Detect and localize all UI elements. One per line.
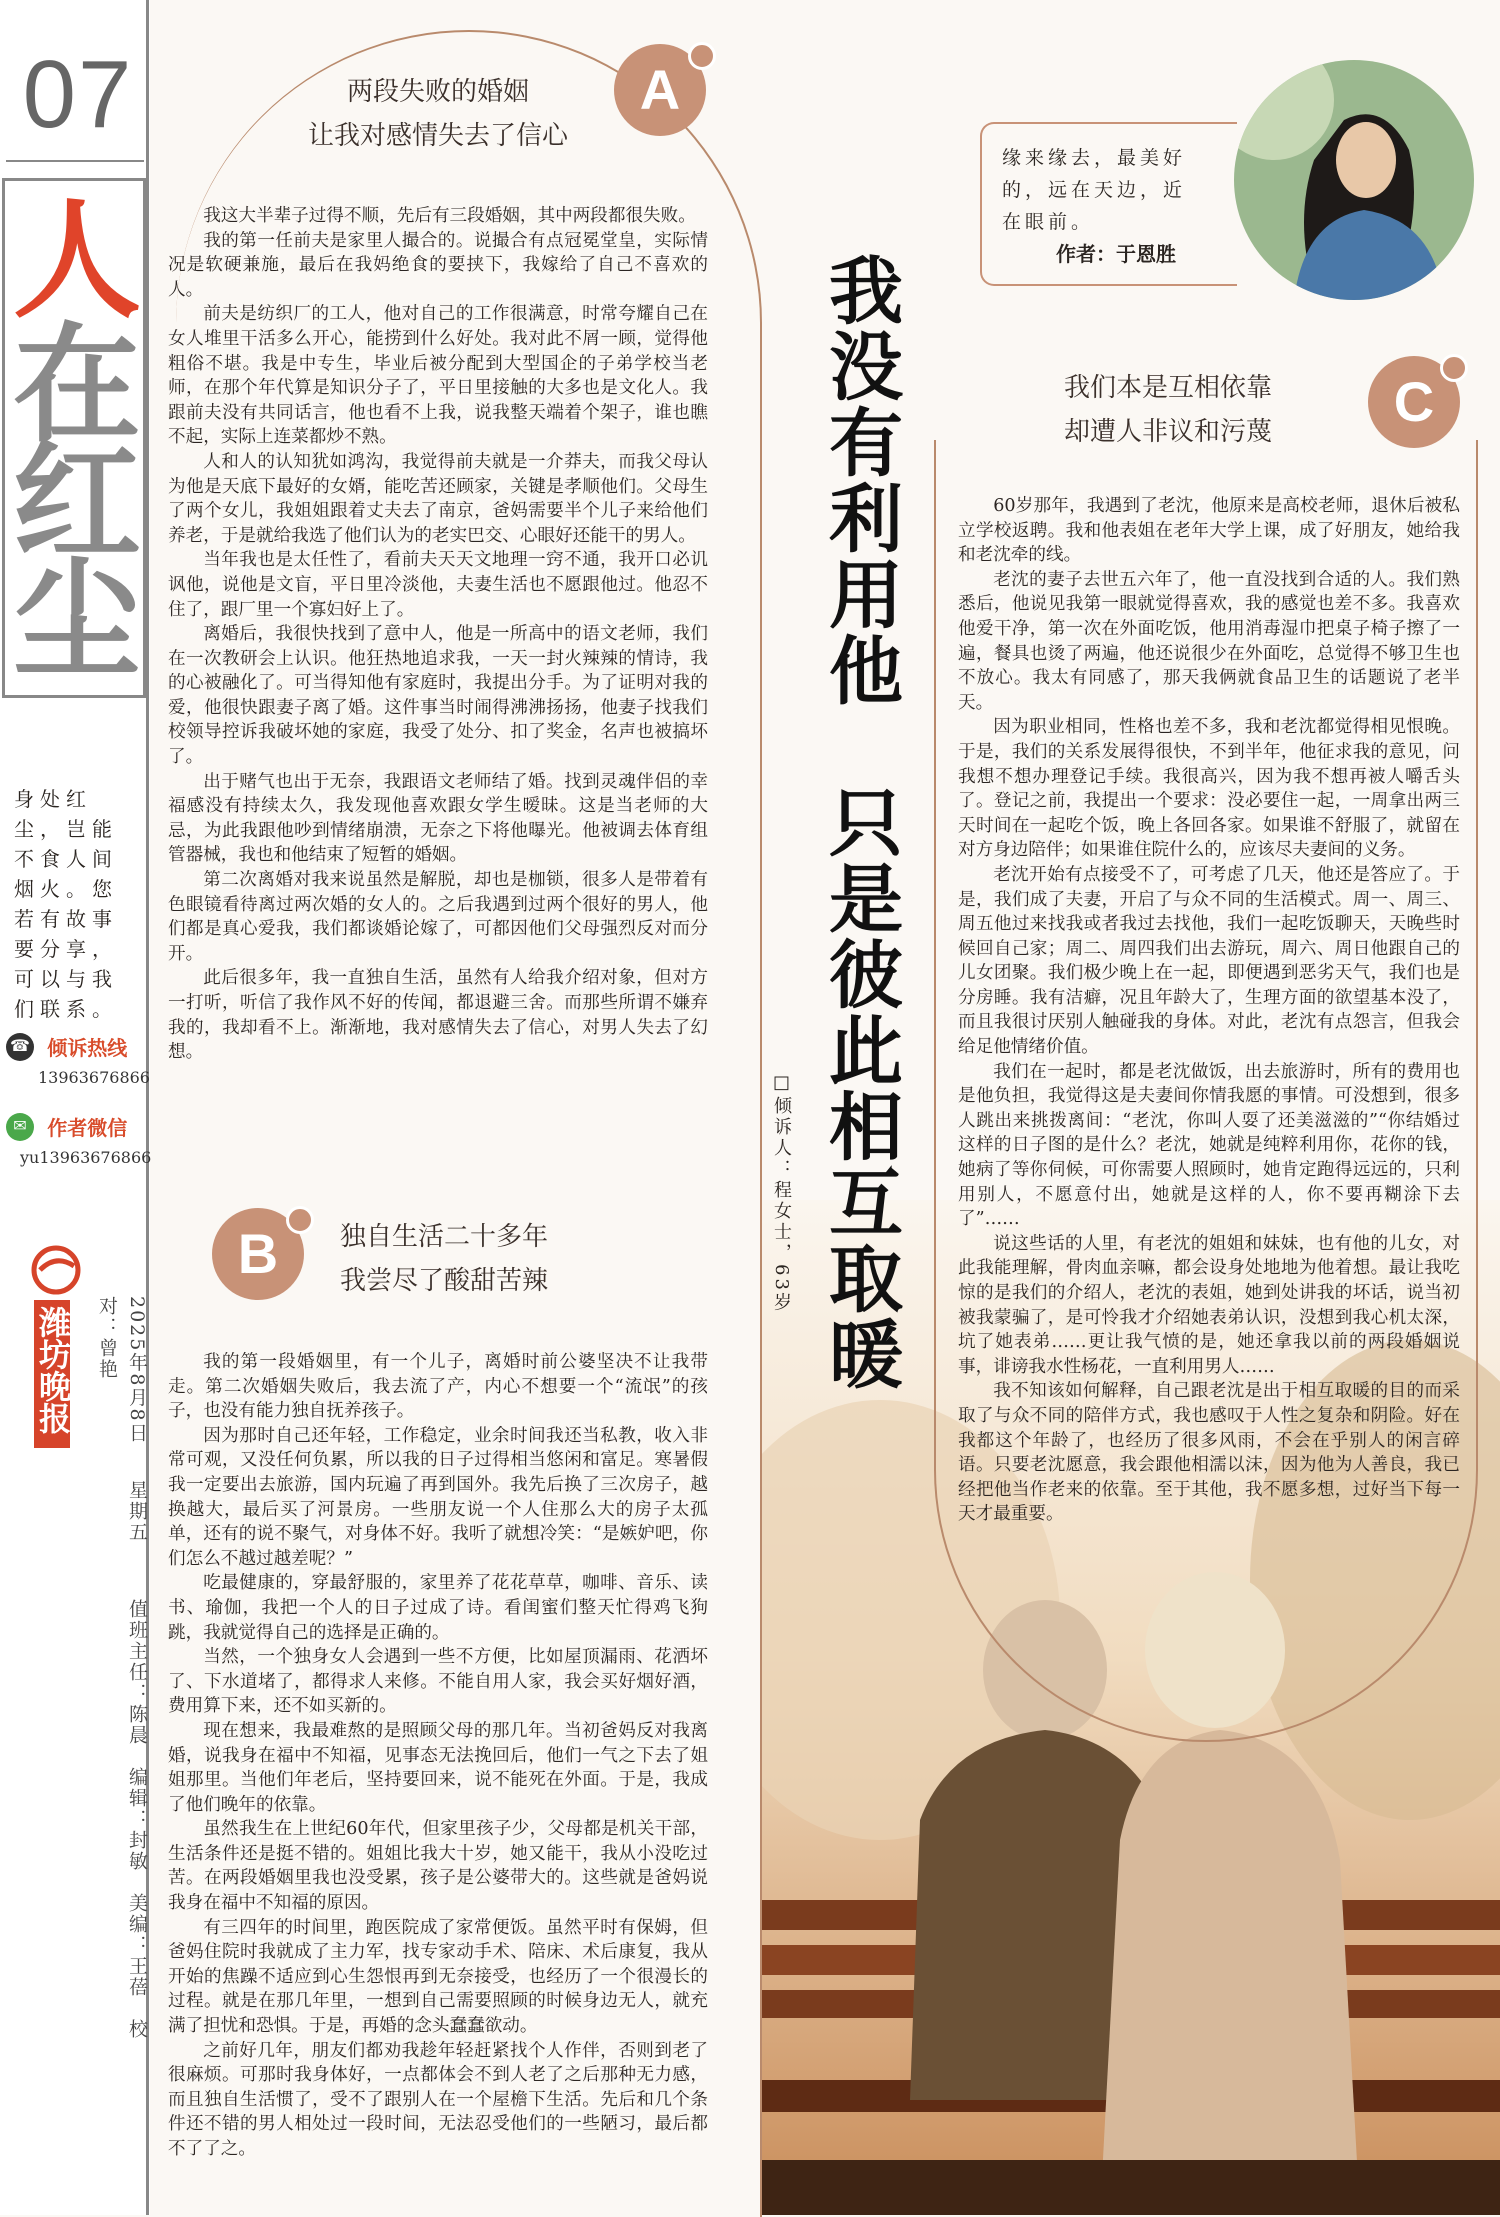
column-title-char: 尘: [12, 546, 141, 696]
paragraph: 第二次离婚对我来说虽然是解脱，却也是枷锁，很多人是带着有色眼镜看待离过两次婚的女人的。之后我遇到过两个很好的男人，他们都是真心爱我，我们都谈婚论嫁了，可都因他们父母强烈反对而分开。: [168, 870, 708, 964]
paragraph: 我不知该如何解释，自己跟老沈是出于相互取暖的目的而采取了与众不同的陪伴方式，我也感叹于人性之复杂和阴险。好在我都这个年龄了，也经历了很多风雨，不会在乎别人的闲言碎语。只要老沈愿意，我会跟他相濡以沫，因为他为人善良，我已经把他当作老来的依靠。至于其他，我不愿多想，过好当下每一天才最重要。: [958, 1381, 1460, 1525]
paragraph: 老沈开始有点接受不了，可考虑了几天，他还是答应了。于是，我们成了夫妻，开启了与众不同的生活模式。周一、周三、周五他过来找我或者我过去找他，我们一起吃饭聊天，天晚些时候回自己家；周二、周四我们出去游玩，周六、周日他跟自己的儿女团聚。我们极少晚上在一起，即便遇到恶劣天气，我们也是分房睡。我有洁癖，况且年龄大了，生理方面的欲望基本没了，而且我很讨厌别人触碰我的身体。对此，老沈有点怨言，但我会给足他情绪价值。: [958, 864, 1460, 1058]
paragraph: 之前好几年，朋友们都劝我趁年轻赶紧找个人作伴，否则到老了很麻烦。可那时我身体好，一点都体会不到人老了之后那种无力感，而且独自生活惯了，受不了跟别人在一个屋檐下生活。先后和几个条件还不错的男人相处过一段时间，无法忍受他们的一些陋习，最后都不了了之。: [168, 2040, 708, 2159]
section-b-heading-line2: 我尝尽了酸甜苦辣: [340, 1266, 549, 1296]
paragraph: 我的第一任前夫是家里人撮合的。说撮合有点冠冕堂皇，实际情况是软硬兼施，最后在我妈绝食的要挟下，我嫁给了自己不喜欢的人。: [168, 230, 708, 300]
badge-dot-icon: [688, 42, 716, 70]
paragraph: 现在想来，我最难熬的是照顾父母的那几年。当初爸妈反对我离婚，说我身在福中不知福，见事态无法挽回后，他们一气之下去了姐姐那里。当他们年老后，坚持要回来，说不能死在外面。于是，我成了他们晚年的依靠。: [168, 1720, 708, 1815]
hotline: [6, 1032, 127, 1061]
paragraph: 60岁那年，我遇到了老沈，他原来是高校老师，退休后被私立学校返聘。我和他表姐在老年大学上课，成了好朋友，她给我和老沈牵的线。: [958, 496, 1460, 566]
issue-weekday: 星期五: [126, 1479, 148, 1543]
section-a-heading: [278, 70, 598, 158]
newspaper-logo-icon: [30, 1244, 86, 1296]
section-a-body: [168, 204, 708, 1065]
hotline-number: 13963676866: [38, 1068, 150, 1087]
masthead-meta: [92, 1296, 152, 2056]
newspaper-name: [34, 1300, 70, 1448]
author-portrait: [1234, 60, 1474, 300]
hotline-label: 倾诉热线: [47, 1038, 128, 1060]
staff-credits: 值班主任：陈晨 编辑：封敏 美编：王蓓 校对：曾艳: [96, 1296, 148, 2040]
paragraph: 说这些话的人里，有老沈的姐姐和妹妹，也有他的儿女，对此我能理解，骨肉血亲嘛，都会设身处地地为他着想。最让我吃惊的是我们的介绍人，老沈的表姐，她到处讲我的坏话，说当初被我蒙骗了，是可怜我才介绍她表弟认识，没想到我心机太深，坑了她表弟……更让我气愤的是，她还拿我以前的两段婚姻说事，诽谤我水性杨花，一直利用男人……: [958, 1233, 1460, 1377]
left-strip: [0, 0, 150, 2215]
paragraph: 吃最健康的，穿最舒服的，家里养了花花草草，咖啡、音乐、读书、瑜伽，我把一个人的日子过成了诗。看闺蜜们整天忙得鸡飞狗跳，我就觉得自己的选择是正确的。: [168, 1573, 708, 1643]
section-a-heading-line2: 让我对感情失去了信心: [307, 121, 568, 151]
paragraph: 出于赌气也出于无奈，我跟语文老师结了婚。找到灵魂伴侣的幸福感没有持续太久，我发现他喜欢跟女学生暧昧。这是当老师的大忌，为此我跟他吵到情绪崩溃，无奈之下将他曝光。他被调去体育组管器械，我也和他结束了短暂的婚姻。: [168, 771, 708, 866]
wechat-icon: ✉: [6, 1113, 34, 1141]
paragraph: 当然，一个独身女人会遇到一些不方便，比如屋顶漏雨、花洒坏了、下水道堵了，都得求人来修。不能自用人家，我会买好烟好酒，费用算下来，还不如买新的。: [168, 1647, 708, 1717]
paragraph: 我这大半辈子过得不顺，先后有三段婚姻，其中两段都很失败。: [203, 206, 696, 226]
paragraph: 离婚后，我很快找到了意中人，他是一所高中的语文老师，我们在一次教研会上认识。他狂热地追求我，一天一封火辣辣的情诗，我的心被融化了。可当得知他有家庭时，我提出分手。为了证明对我的爱，他很快跟妻子离了婚。这件事当时闹得沸沸扬扬，他妻子找我们校领导控诉我破坏她的家庭，我受了处分、扣了奖金，名声也被搞坏了。: [168, 624, 708, 768]
section-b-heading-line1: 独自生活二十多年: [340, 1222, 549, 1252]
author-name: 作者：于恩胜: [1056, 244, 1176, 266]
main-article: [168, 0, 1500, 2215]
section-c-badge: C: [1368, 356, 1460, 448]
newspaper-name-text: 潍坊晚报: [34, 1306, 72, 1434]
column-title-char: 红: [12, 428, 141, 578]
column-title-char: 人: [12, 186, 141, 336]
paragraph: 此后很多年，我一直独自生活，虽然有人给我介绍对象，但对方一打听，听信了我作风不好的传闻，都退避三舍。而那些所谓不嫌弃我的，我却看不上。渐渐地，我对感情失去了信心，对男人失去了幻想。: [168, 968, 708, 1063]
section-c-heading-line2: 却遭人非议和污蔑: [1064, 417, 1273, 447]
column-title-char: 在: [12, 310, 141, 460]
section-b-badge: B: [212, 1208, 304, 1300]
section-c-heading-line1: 我们本是互相依靠: [1064, 373, 1273, 403]
paragraph: 老沈的妻子去世五六年了，他一直没找到合适的人。我们熟悉后，他说见我第一眼就觉得喜欢，我的感觉也差不多。我喜欢他爱干净，第一次在外面吃饭，他用消毒湿巾把桌子椅子擦了一遍，餐具也烫了两遍，他还说很少在外面吃，总觉得不够卫生也不放心。我太有同感了，那天我俩就食品卫生的话题说了老半天。: [958, 569, 1460, 713]
paragraph: 我的第一段婚姻里，有一个儿子，离婚时前公婆坚决不让我带走。第二次婚姻失败后，我去流了产，内心不想要一个“流氓”的孩子，也没有能力独自抚养孩子。: [168, 1352, 708, 1422]
section-a-heading-line1: 两段失败的婚姻: [346, 77, 529, 107]
badge-dot-icon: [286, 1206, 314, 1234]
wechat-id: yu13963676866: [20, 1148, 152, 1167]
section-a-badge: A: [614, 44, 706, 136]
section-c-body: [958, 494, 1460, 1527]
section-c-heading: [1064, 366, 1304, 454]
section-b-body: [168, 1350, 708, 2162]
phone-icon: ☎: [6, 1033, 34, 1061]
column-title: [2, 178, 146, 698]
column-intro: 身处红尘，岂能不食人间烟火。您若有故事要分享，可以与我们联系。: [14, 787, 118, 1021]
paragraph: 我们在一起时，都是老沈做饭，出去旅游时，所有的费用也是他负担，我觉得这是夫妻间你情我愿的事情。可没想到，很多人跳出来挑拨离间：“老沈，你叫人耍了还美滋滋的”“你结婚过这样的日子图的是什么？老沈，她就是纯粹利用你，花你的钱，她病了等你伺候，可你需要人照顾时，她肯定跑得远远的，只利用别人，不愿意付出，她就是这样的人，你不要再糊涂下去了”……: [958, 1061, 1460, 1230]
issue-date: 2025年8月8日: [126, 1296, 148, 1444]
section-b-heading: [318, 1215, 660, 1303]
badge-dot-icon: [1440, 354, 1468, 382]
headline: 我没有利用他 只是彼此相互取暖: [817, 252, 903, 1392]
narrator-credit: □倾诉人：程女士，63岁: [771, 1072, 792, 1314]
author-quote: 缘来缘去，最美好的，远在天边，近在眼前。: [1002, 147, 1187, 233]
wechat-label: 作者微信: [47, 1118, 128, 1140]
paragraph: 前夫是纺织厂的工人，他对自己的工作很满意，时常夸耀自己在女人堆里干活多么开心，能捞到什么好处。我对此不屑一顾，觉得他粗俗不堪。我是中专生，毕业后被分配到大型国企的子弟学校当老师，在那个年代算是知识分子了，平日里接触的大多也是文化人。我跟前夫没有共同话言，他也看不上我，说我整天端着个架子，谁也瞧不起，实际上连菜都炒不熟。: [168, 304, 708, 448]
paragraph: 人和人的认知犹如鸿沟，我觉得前夫就是一介莽夫，而我父母认为他是天底下最好的女婿，能吃苦还顾家，关键是孝顺他们。父母生了两个女儿，我姐姐跟着丈夫去了南京，爸妈需要半个儿子来给他们养老，于是就给我选了他们认为的老实巴交、心眼好还能干的男人。: [168, 451, 708, 546]
paragraph: 有三四年的时间里，跑医院成了家常便饭。虽然平时有保姆，但爸妈住院时我就成了主力军，找专家动手术、陪床、术后康复，我从开始的焦躁不适应到心生怨恨再到无奈接受，也经历了一个很漫长的过程。就是在那几年里，一想到自己需要照顾的时候身边无人，就充满了担忧和恐惧。于是，再婚的念头蠢蠢欲动。: [168, 1917, 708, 2037]
paragraph: 虽然我生在上世纪60年代，但家里孩子少，父母都是机关干部，生活条件还是挺不错的。姐姐比我大十岁，她又能干，我从小没吃过苦。在两段婚姻里我也没受累，孩子是公婆带大的。这些就是爸妈说我身在福中不知福的原因。: [168, 1819, 708, 1914]
paragraph: 当年我也是太任性了，看前夫天天文地理一窍不通，我开口必讥讽他，说他是文盲，平日里冷淡他，夫妻生活也不愿跟他过。他忍不住了，跟厂里一个寡妇好上了。: [168, 550, 708, 620]
paragraph: 因为职业相同，性格也差不多，我和老沈都觉得相见恨晚。于是，我们的关系发展得很快，不到半年，他征求我的意见，问我想不想办理登记手续。我很高兴，因为我不想再被人嚼舌头了。登记之前，我提出一个要求：没必要住一起，一周拿出两三天时间在一起吃个饭，晚上各回各家。如果谁不舒服了，就留在对方身边陪伴；如果谁住院什么的，应该尽夫妻间的义务。: [958, 717, 1460, 861]
page-number: 07: [22, 41, 134, 148]
wechat: [6, 1112, 127, 1141]
paragraph: 因为那时自己还年轻，工作稳定，业余时间我还当私教，收入非常可观，又没任何负累，所以我的日子过得相当悠闲和富足。寒暑假我一定要出去旅游，国内玩遍了再到国外。我先后换了三次房子，越换越大，最后买了河景房。一些朋友说一个人住那么大的房子太孤单，还有的说不聚气，对身体不好。我听了就想冷笑：“是嫉妒吧，你们怎么不越过越差呢？”: [168, 1425, 708, 1569]
